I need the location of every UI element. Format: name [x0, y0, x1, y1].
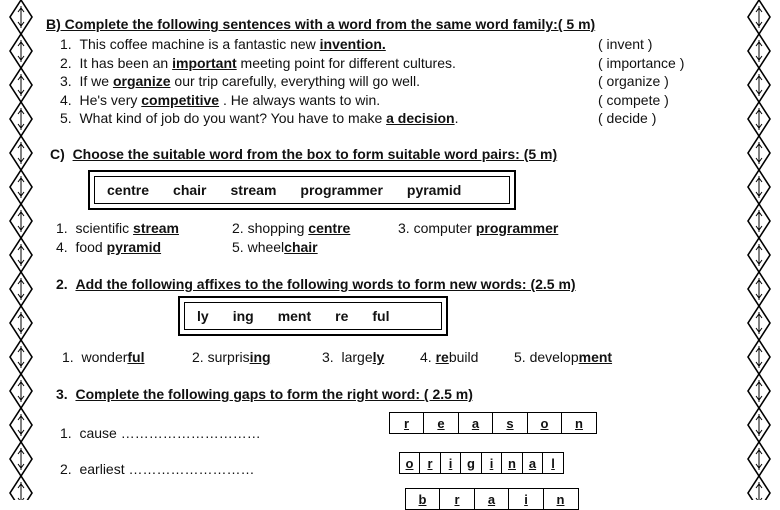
hint-5: ( decide ): [598, 110, 657, 126]
section-2-title: 2. Add the following affixes to the following words to form new words: (2.5 m): [56, 276, 576, 292]
affix-word: ment: [277, 308, 312, 324]
affix-word: ing: [232, 308, 254, 324]
letter-cell: b: [405, 488, 441, 510]
letter-cell: a: [522, 452, 544, 474]
answer-1: invention.: [319, 36, 386, 52]
letter-cell: o: [527, 412, 563, 434]
letter-cell: r: [419, 452, 441, 474]
letter-boxes-1: [390, 412, 597, 434]
pair-2: 2. shopping centre: [232, 220, 351, 236]
word-box: [88, 170, 516, 210]
letter-cell: n: [543, 488, 579, 510]
pair-1: 1. scientific stream: [56, 220, 179, 236]
affix-word: ly: [197, 308, 209, 324]
box-word: pyramid: [406, 182, 462, 198]
box-word: stream: [230, 182, 277, 198]
affix-answer-2: 2. surprising: [192, 349, 271, 365]
affix-box: [178, 296, 448, 336]
section-3-title: 3. Complete the following gaps to form the right word: ( 2.5 m): [56, 386, 473, 402]
pair-4: 4. food pyramid: [56, 239, 162, 255]
letter-cell: e: [423, 412, 459, 434]
affix-answer-4: 4. rebuild: [420, 349, 479, 365]
answer-5: a decision: [386, 110, 455, 126]
pair-3: 3. computer programmer: [398, 220, 559, 236]
letter-cell: l: [542, 452, 564, 474]
letter-cell: i: [481, 452, 503, 474]
affix-box-inner: [184, 302, 442, 330]
hint-2: ( importance ): [598, 55, 685, 71]
letter-cell: r: [389, 412, 425, 434]
letter-cell: n: [501, 452, 523, 474]
affix-word: ful: [372, 308, 390, 324]
letter-boxes-3: [406, 488, 579, 510]
hint-3: ( organize ): [598, 73, 669, 89]
letter-cell: i: [508, 488, 544, 510]
answer-3: organize: [112, 73, 171, 89]
right-decorative-border: [746, 0, 772, 500]
letter-cell: n: [561, 412, 597, 434]
left-decorative-border: [8, 0, 34, 500]
word-box-inner: [94, 176, 510, 204]
box-word: chair: [173, 182, 207, 198]
sentence-4: 4. He's very competitive . He always wants to win.: [60, 92, 381, 108]
letter-cell: a: [458, 412, 494, 434]
answer-2: important: [172, 55, 237, 71]
box-word: centre: [107, 182, 150, 198]
affix-answer-5: 5. development: [514, 349, 613, 365]
gap-item-2: 2. earliest ………………………: [60, 461, 255, 477]
sentence-1: 1. This coffee machine is a fantastic new invention.: [60, 36, 386, 52]
section-c-title: C) Choose the suitable word from the box to form suitable word pairs: (5 m): [50, 146, 558, 162]
answer-4: competitive: [141, 92, 220, 108]
affix-answer-3: 3. largely: [322, 349, 385, 365]
sentence-2: 2. It has been an important meeting point for different cultures.: [60, 55, 456, 71]
hint-1: ( invent ): [598, 36, 653, 52]
box-word: programmer: [300, 182, 383, 198]
pair-5: 5. wheelchair: [232, 239, 318, 255]
affix-word: re: [335, 308, 349, 324]
gap-item-1: 1. cause …………………………: [60, 425, 261, 441]
letter-cell: i: [440, 452, 462, 474]
worksheet: [46, 0, 734, 507]
letter-cell: g: [460, 452, 482, 474]
affix-answer-1: 1. wonderful: [62, 349, 145, 365]
hint-4: ( compete ): [598, 92, 669, 108]
letter-cell: s: [492, 412, 528, 434]
letter-boxes-2: [400, 452, 564, 474]
sentence-3: 3. If we organize our trip carefully, everything will go well.: [60, 73, 421, 89]
letter-cell: o: [399, 452, 421, 474]
letter-cell: a: [474, 488, 510, 510]
sentence-5: 5. What kind of job do you want? You have to make a decision.: [60, 110, 459, 126]
letter-cell: r: [439, 488, 475, 510]
section-b-title: B) Complete the following sentences with a word from the same word family:( 5 m): [46, 16, 596, 32]
